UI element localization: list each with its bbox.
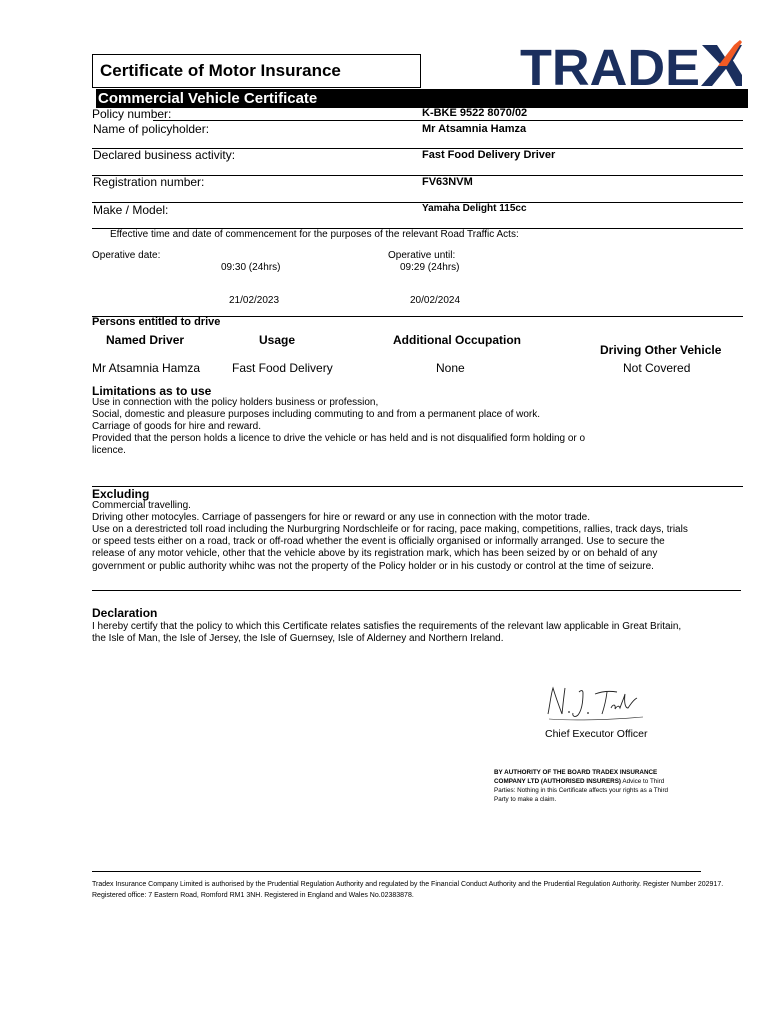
- certificate-type-banner: [96, 89, 748, 108]
- excluding-line: Use on a derestricted toll road including the Nurburgring Nordschleife or for racing, pace making, competitions, rallies, track days, trials: [92, 524, 688, 535]
- limitation-line: licence.: [92, 445, 126, 456]
- operative-until-label: Operative until:: [388, 250, 456, 261]
- limitation-line: Provided that the person holds a licence to drive the vehicle or has held and is not disqualified form holding or o: [92, 433, 586, 444]
- effective-heading: Effective time and date of commencement for the purposes of the relevant Road Traffic Acts:: [110, 229, 519, 240]
- policyholder-label: Name of policyholder:: [93, 122, 210, 136]
- authority-note: [494, 768, 674, 804]
- limitation-line: Social, domestic and pleasure purposes including commuting to and from a permanent place of work.: [92, 409, 541, 420]
- column-usage: Usage: [259, 333, 296, 347]
- declaration-heading: Declaration: [92, 606, 158, 620]
- divider: [92, 486, 743, 487]
- excluding-line: or speed tests either on a road, track or off-road whether the event is officially organised or informally arranged. Use to secure the: [92, 536, 665, 547]
- excluding-line: release of any motor vehicle, other that the vehicle above by its registration mark, which has been seized by or on behald of any: [92, 548, 658, 559]
- operative-date: 21/02/2023: [229, 295, 280, 306]
- row-named-driver: Mr Atsamnia Hamza: [92, 361, 201, 375]
- banner-label: Commercial Vehicle Certificate: [98, 90, 318, 107]
- limitation-line: Carriage of goods for hire and reward.: [92, 421, 261, 432]
- row-additional-occupation: None: [436, 361, 465, 375]
- excluding-line: Driving other motocyles. Carriage of passengers for hire or reward or any use in connection with the motor trade.: [92, 512, 591, 523]
- signatory-title: Chief Executor Officer: [545, 728, 648, 740]
- authority-bold: BY AUTHORITY OF THE BOARD TRADEX INSURANCE COMPANY LTD (AUTHORISED INSURERS): [494, 769, 658, 785]
- excluding-line: government or public authority whihc was not the property of the Policy holder or in his custody or control at the time of seizure.: [92, 561, 654, 572]
- limitation-line: Use in connection with the policy holders business or profession,: [92, 397, 379, 408]
- persons-heading: Persons entitled to drive: [92, 316, 221, 328]
- footer-divider: [92, 871, 701, 872]
- footer-legal-text: Tradex Insurance Company Limited is authorised by the Prudential Regulation Authority and regulated by the Financial Conduct Authority and the Prudential Regulation Authority. Register Number 202917. Registered office: 7 Eastern Road, Romford RM1 3NH. Registered in England and Wales No.02383878.: [92, 881, 724, 899]
- registration-label: Registration number:: [93, 175, 205, 189]
- business-activity-label: Declared business activity:: [93, 148, 236, 162]
- make-model-value: Yamaha Delight 115cc: [422, 203, 527, 214]
- column-additional-occupation: Additional Occupation: [393, 333, 521, 347]
- declaration-line: I hereby certify that the policy to which this Certificate relates satisfies the requirements of the relevant law applicable in Great Britain,: [92, 621, 682, 632]
- authority-advice: Advice to Third Parties: Nothing in this Certificate affects your rights as a Third Party to make a claim.: [494, 778, 669, 803]
- certificate-title-box: [92, 54, 421, 88]
- divider: [92, 590, 741, 591]
- excluding-line: Commercial travelling.: [92, 500, 191, 511]
- row-usage: Fast Food Delivery: [232, 361, 333, 375]
- declaration-line: the Isle of Man, the Isle of Jersey, the Isle of Guernsey, Isle of Alderney and Northern Ireland.: [92, 633, 504, 644]
- column-named-driver: Named Driver: [106, 333, 185, 347]
- divider: [153, 120, 743, 121]
- operative-until-time: 09:29 (24hrs): [400, 262, 460, 273]
- operative-time: 09:30 (24hrs): [221, 262, 281, 273]
- make-model-label: Make / Model:: [93, 203, 169, 217]
- policy-number-value: K-BKE 9522 8070/02: [422, 107, 528, 119]
- excluding-heading: Excluding: [92, 487, 150, 501]
- operative-until-date: 20/02/2024: [410, 295, 461, 306]
- policy-number-label: Policy number:: [92, 107, 172, 121]
- certificate-title: Certificate of Motor Insurance: [100, 61, 341, 80]
- signature: [545, 684, 645, 724]
- registration-value: FV63NVM: [422, 176, 473, 188]
- tradex-logo: [520, 40, 742, 90]
- policyholder-value: Mr Atsamnia Hamza: [422, 123, 527, 135]
- svg-text:TRADE: TRADE: [520, 40, 700, 90]
- operative-date-label: Operative date:: [92, 250, 161, 261]
- row-driving-other-vehicle: Not Covered: [623, 361, 691, 375]
- divider: [92, 202, 743, 203]
- column-driving-other-vehicle: Driving Other Vehicle: [600, 343, 722, 357]
- business-activity-value: Fast Food Delivery Driver: [422, 149, 556, 161]
- limitations-heading: Limitations as to use: [92, 384, 212, 398]
